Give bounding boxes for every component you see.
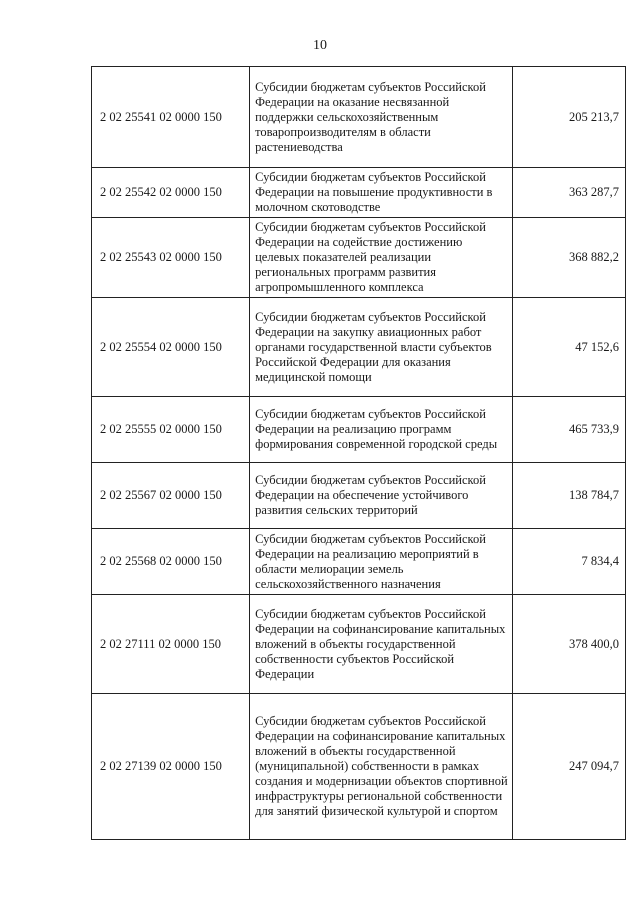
budget-amount: 247 094,7	[513, 694, 626, 840]
budget-code: 2 02 25555 02 0000 150	[92, 397, 250, 463]
budget-description: Субсидии бюджетам субъектов Российской Федерации на софинансирование капитальных вложений в объекты государственной (муниципальной) собственности в рамках создания и модернизации объектов спортивной инфраструктуры региональной собственности для занятий физической культурой и спортом	[250, 694, 513, 840]
table-row	[92, 463, 626, 529]
budget-description: Субсидии бюджетам субъектов Российской Федерации на оказание несвязанной поддержки сельскохозяйственным товаропроизводителям в области растениеводства	[250, 67, 513, 168]
budget-code: 2 02 25554 02 0000 150	[92, 298, 250, 397]
budget-description: Субсидии бюджетам субъектов Российской Федерации на обеспечение устойчивого развития сельских территорий	[250, 463, 513, 529]
budget-code: 2 02 25543 02 0000 150	[92, 218, 250, 298]
table-row	[92, 67, 626, 168]
budget-amount: 47 152,6	[513, 298, 626, 397]
budget-table	[91, 66, 626, 840]
budget-code: 2 02 27111 02 0000 150	[92, 595, 250, 694]
table-row	[92, 529, 626, 595]
table-row	[92, 218, 626, 298]
budget-description: Субсидии бюджетам субъектов Российской Федерации на закупку авиационных работ органами государственной власти субъектов Российской Федерации для оказания медицинской помощи	[250, 298, 513, 397]
table-row	[92, 595, 626, 694]
budget-description: Субсидии бюджетам субъектов Российской Федерации на содействие достижению целевых показателей реализации региональных программ развития агропромышленного комплекса	[250, 218, 513, 298]
budget-description: Субсидии бюджетам субъектов Российской Федерации на реализацию мероприятий в области мелиорации земель сельскохозяйственного назначения	[250, 529, 513, 595]
budget-description: Субсидии бюджетам субъектов Российской Федерации на реализацию программ формирования современной городской среды	[250, 397, 513, 463]
budget-code: 2 02 25542 02 0000 150	[92, 168, 250, 218]
budget-amount: 378 400,0	[513, 595, 626, 694]
budget-description: Субсидии бюджетам субъектов Российской Федерации на софинансирование капитальных вложений в объекты государственной собственности субъектов Российской Федерации	[250, 595, 513, 694]
budget-code: 2 02 27139 02 0000 150	[92, 694, 250, 840]
table-row	[92, 694, 626, 840]
table-row	[92, 168, 626, 218]
budget-amount: 363 287,7	[513, 168, 626, 218]
budget-amount: 205 213,7	[513, 67, 626, 168]
page-number: 10	[313, 38, 327, 53]
budget-amount: 138 784,7	[513, 463, 626, 529]
table-row	[92, 397, 626, 463]
budget-description: Субсидии бюджетам субъектов Российской Федерации на повышение продуктивности в молочном скотоводстве	[250, 168, 513, 218]
budget-code: 2 02 25541 02 0000 150	[92, 67, 250, 168]
budget-code: 2 02 25568 02 0000 150	[92, 529, 250, 595]
budget-amount: 465 733,9	[513, 397, 626, 463]
table-row	[92, 298, 626, 397]
budget-amount: 7 834,4	[513, 529, 626, 595]
budget-code: 2 02 25567 02 0000 150	[92, 463, 250, 529]
budget-amount: 368 882,2	[513, 218, 626, 298]
budget-table-body	[92, 67, 626, 840]
